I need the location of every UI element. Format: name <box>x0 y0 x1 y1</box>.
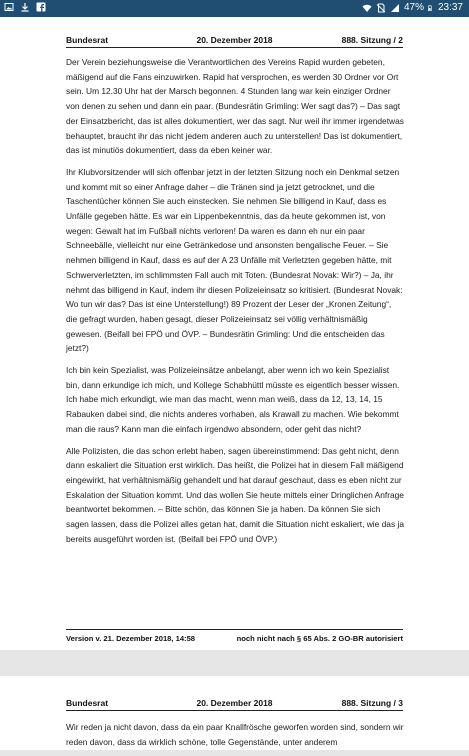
paragraph: Ich bin kein Spezialist, was Polizeieinsätze anbelangt, aber wenn ich wo kein Spezialist bin, dann erkundige ich mich, und Kollege Schabhüttl müsste es eigentlich besser wissen. Ich habe mich erkundigt, wie man das macht, wenn man weiß, dass da 12, 13, 14, 15 Rabauken dabei sind, die nichts anderes vorhaben, als Krawall zu machen. Wie bekommt man die raus? Kann man die einfach irgendwo absondern, oder geht das nicht? <box>66 365 400 434</box>
battery-percent: 47% <box>403 2 424 13</box>
footer-version: Version v. 21. Dezember 2018, 14:58 <box>66 634 196 643</box>
page-header <box>66 698 403 711</box>
download-icon <box>20 2 30 12</box>
battery-icon <box>428 3 434 13</box>
document-page-2 <box>0 17 469 650</box>
header-left: Bundesrat <box>66 35 109 45</box>
clock: 23:37 <box>437 2 463 13</box>
signal-icon <box>390 3 400 13</box>
footer-authorization: noch nicht nach § 65 Abs. 2 GO-BR autorisiert <box>236 634 403 643</box>
paragraph: Alle Polizisten, die das schon erlebt haben, sagen übereinstimmend: Das geht nicht, denn dann eskaliert die Situation erst wirklich. Das heißt, die Polizei hat in diesem Fall mäßigend eingewirkt, hat verhältnismäßig gehandelt und hat darauf geschaut, dass es eben nicht zur Eskalation der Situation kommt. Und das wollen Sie heute mittels einer Dringlichen Anfrage beantwortet bekommen. – Bitte schön, das können Sie ja haben. Da können Sie sich sagen lassen, dass die Polizei alles getan hat, damit die Situation nicht eskaliert, wie das ja bereits ausgeführt worden ist. (Beifall bei FPÖ und ÖVP.) <box>66 445 404 544</box>
status-right-icons <box>362 2 463 13</box>
document-page-3 <box>0 676 469 750</box>
wifi-icon <box>362 3 372 13</box>
header-left: Bundesrat <box>66 698 109 708</box>
facebook-icon <box>36 2 46 12</box>
paragraph: Der Verein beziehungsweise die Verantwortlichen des Vereins Rapid wurden gebeten, mäßigend auf die Fans einzuwirken. Rapid hat versprochen, es werden 30 Ordner vor Ort sein. Um 12.30 Uhr hat der Marsch begonnen. 4 Stunden lang war kein einziger Ordner von denen zu sehen und dann ein paar. (Bundesrätin Grimling: Wer sagt das?) – Das sagt der Einsatzbericht, das ist alles dokumentiert, wer das sagt. Nur weil ihr immer irgendetwas behauptet, braucht ihr das nicht jedem anderen auch zu unterstellen! Das ist dokumentiert, das ist minutiös dokumentiert, dass da eben keiner war. <box>66 57 404 156</box>
page-body <box>66 55 404 554</box>
page-footer <box>66 629 403 643</box>
paragraph: Wir reden ja nicht davon, dass da ein paar Knallfrösche geworfen worden sind, sondern wir reden davon, dass da wirklich schöne, tolle Gegenstände, unter anderem <box>66 722 404 747</box>
header-center: 20. Dezember 2018 <box>196 698 273 708</box>
no-sim-icon <box>376 3 386 13</box>
photo-icon <box>4 2 14 12</box>
header-right: 888. Sitzung / 3 <box>341 698 403 708</box>
page-header <box>66 35 403 48</box>
header-right: 888. Sitzung / 2 <box>341 35 403 45</box>
status-left-icons <box>4 2 46 12</box>
status-bar <box>0 0 469 17</box>
paragraph: Ihr Klubvorsitzender will sich offenbar jetzt in der letzten Sitzung noch ein Denkmal setzen und kommt mit so einer Anfrage daher – die Tränen sind ja jetzt getrocknet, und die Taschentücher können Sie auch einstecken. Sie nehmen Sie billigend in Kauf, dass es Unfälle gegeben hätte. Es war ein Lippenbekenntnis, das da heute gekommen ist, von wegen: Gewalt hat im Fußball nichts verloren! Da waren es dann eh nur ein paar Schneebälle, vielleicht nur eine Getränkedose und ansonsten bengalische Feuer. – Sie nehmen billigend in Kauf, dass es auf der A 23 Unfälle mit Verletzten gegeben hätte, mit Schwerverletzten, im schlimmsten Fall auch mit Toten. (Bundesrat Novak: Wir?) – Ja, ihr nehmt das billigend in Kauf, indem ihr diesen Polizeieinsatz so kritisiert. (Bundesrat Novak: Wo tun wir das? Das ist eine Unterstellung!) 89 Prozent der Leser der „Kronen Zeitung“, die gefragt wurden, haben gesagt, dieser Polizeieinsatz sei völlig verhältnismäßig gewesen. (Beifall bei FPÖ und ÖVP. – Bundesrätin Grimling: Und die entscheiden das jetzt?) <box>66 166 403 354</box>
header-center: 20. Dezember 2018 <box>196 35 273 45</box>
page-body <box>66 720 404 756</box>
